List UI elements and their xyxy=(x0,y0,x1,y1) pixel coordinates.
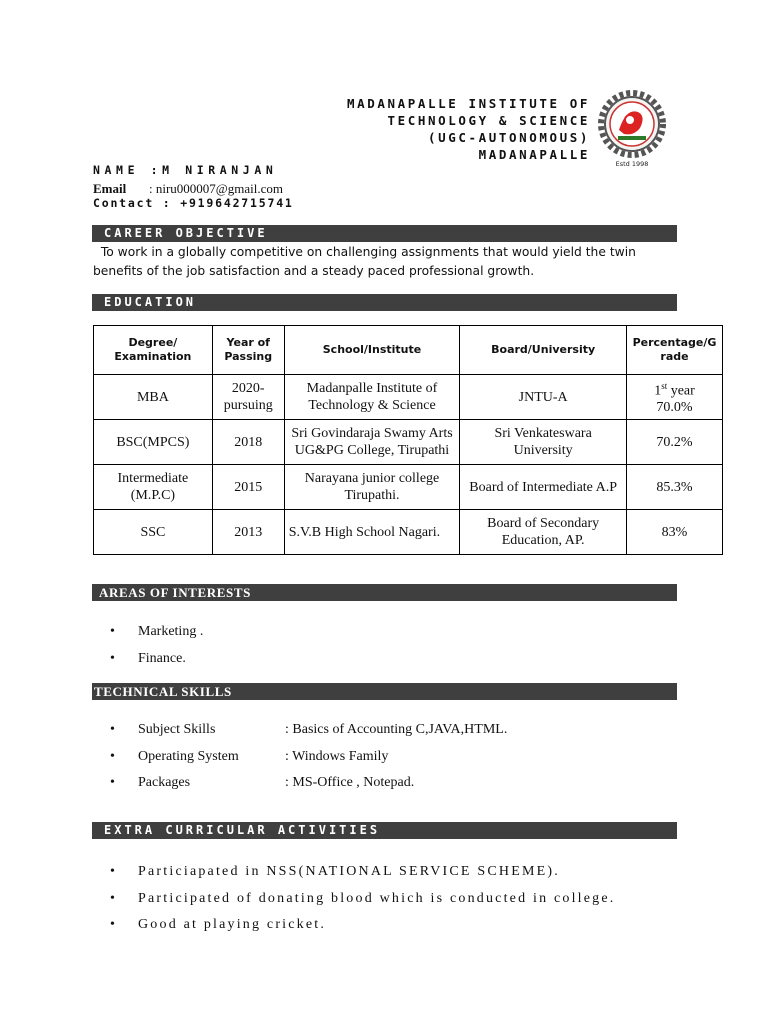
column-header: Year of Passing xyxy=(212,326,284,375)
table-cell: BSC(MPCS) xyxy=(94,420,213,465)
table-cell: SSC xyxy=(94,510,213,555)
table-row xyxy=(94,465,723,510)
interests-list xyxy=(110,619,203,672)
table-cell: JNTU-A xyxy=(460,375,627,420)
section-header-extra-curricular: EXTRA CURRICULAR ACTIVITIES xyxy=(92,822,677,839)
institute-line: MADANAPALLE INSTITUTE OF xyxy=(346,96,590,111)
education-table xyxy=(93,325,723,555)
table-cell: Board of Intermediate A.P xyxy=(460,465,627,510)
section-header-career-objective: CAREER OBJECTIVE xyxy=(92,225,677,242)
column-header: Board/University xyxy=(460,326,627,375)
table-cell: 2018 xyxy=(212,420,284,465)
candidate-name: NAME :M NIRANJAN xyxy=(93,163,278,177)
table-cell: Board of Secondary Education, AP. xyxy=(460,510,627,555)
table-cell: Narayana junior college Tirupathi. xyxy=(284,465,460,510)
column-header: Percentage/G rade xyxy=(626,326,722,375)
section-header-education: EDUCATION xyxy=(92,294,677,311)
table-cell: Madanpalle Institute of Technology & Science xyxy=(284,375,460,420)
list-item: • Finance. xyxy=(110,646,203,673)
table-row xyxy=(94,510,723,555)
skill-label: Operating System xyxy=(138,748,239,764)
list-item: • Marketing . xyxy=(110,619,203,646)
institute-line: (UGC-AUTONOMOUS) xyxy=(427,130,590,145)
list-item: • Good at playing cricket. xyxy=(110,912,616,939)
skill-label: Subject Skills xyxy=(138,722,216,737)
section-header-technical-skills: TECHNICAL SKILLS xyxy=(92,683,677,700)
table-cell: Intermediate (M.P.C) xyxy=(94,465,213,510)
table-cell: 2020-pursuing xyxy=(212,375,284,420)
email-label: Email xyxy=(93,181,127,196)
contact-line: Contact : +919642715741 xyxy=(93,196,294,210)
table-cell: MBA xyxy=(94,375,213,420)
table-cell: S.V.B High School Nagari. xyxy=(284,510,460,555)
skill-label: Packages xyxy=(138,775,191,790)
table-cell-percentage: 1st year 70.0% xyxy=(626,375,722,420)
objective-body: To work in a globally competitive on challenging assignments that would yield the twin benefits of the job satisfaction and a steady paced professional growth. xyxy=(93,245,636,278)
table-cell: 2015 xyxy=(212,465,284,510)
table-cell: Sri Venkateswara University xyxy=(460,420,627,465)
gear-seal-icon xyxy=(598,90,666,170)
section-header-areas-of-interests: AREAS OF INTERESTS xyxy=(92,584,677,601)
skills-list xyxy=(110,717,507,797)
table-cell: 83% xyxy=(626,510,722,555)
table-cell: 85.3% xyxy=(626,465,722,510)
skill-value: : Basics of Accounting C,JAVA,HTML. xyxy=(285,722,508,737)
institute-name xyxy=(347,95,590,163)
list-item xyxy=(110,744,507,771)
table-cell: 70.2% xyxy=(626,420,722,465)
email-row xyxy=(93,181,283,197)
objective-text xyxy=(93,243,683,281)
list-item xyxy=(110,770,507,797)
column-header: School/Institute xyxy=(284,326,460,375)
skill-value: : MS-Office , Notepad. xyxy=(285,775,415,790)
table-row xyxy=(94,420,723,465)
table-cell: 2013 xyxy=(212,510,284,555)
skill-value: : Windows Family xyxy=(285,748,389,764)
extra-curricular-list xyxy=(110,859,616,939)
logo-caption: Estd 1998 xyxy=(615,160,649,168)
institute-line: MADANAPALLE xyxy=(478,147,590,162)
list-item: • Particiapated in NSS(NATIONAL SERVICE SCHEME). xyxy=(110,859,616,886)
table-row xyxy=(94,375,723,420)
table-header-row xyxy=(94,326,723,375)
list-item: • Participated of donating blood which is conducted in college. xyxy=(110,886,616,913)
list-item xyxy=(110,717,507,744)
email-value: : niru000007@gmail.com xyxy=(149,181,284,196)
institute-line: TECHNOLOGY & SCIENCE xyxy=(387,113,590,128)
table-cell: Sri Govindaraja Swamy Arts UG&PG College, Tirupathi xyxy=(284,420,460,465)
institute-logo xyxy=(598,90,666,170)
column-header: Degree/ Examination xyxy=(94,326,213,375)
